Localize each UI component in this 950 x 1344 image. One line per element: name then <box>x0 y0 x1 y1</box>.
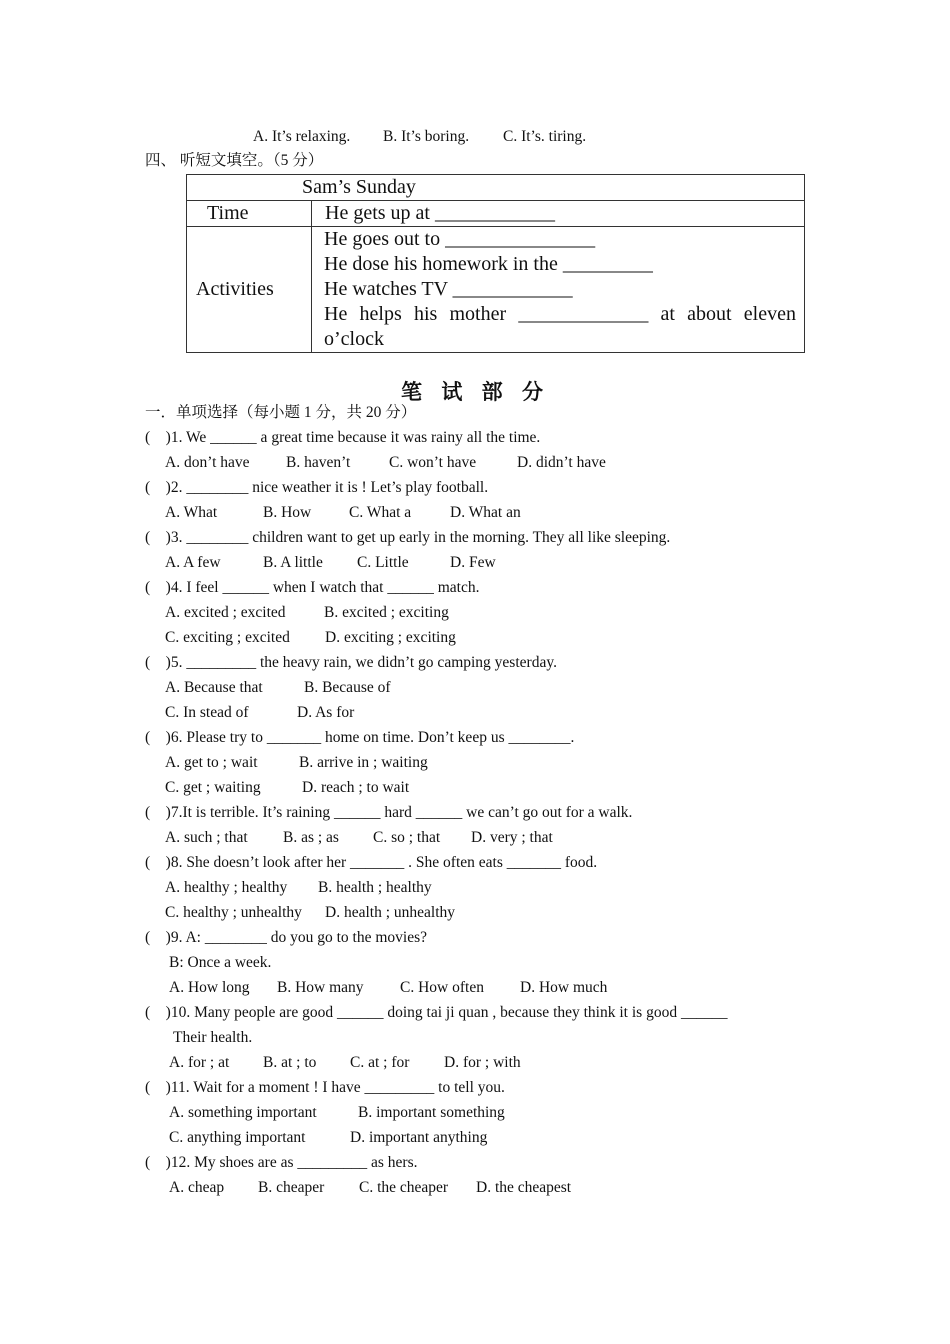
q1-option-d: D. didn’t have <box>517 454 606 471</box>
q1-option-b: B. haven’t <box>286 454 351 471</box>
activity-item: o’clock <box>324 328 384 350</box>
q10-option-c: C. at ; for <box>350 1054 410 1071</box>
q9-option-c: C. How often <box>400 979 484 996</box>
question-2: ( )2. ________ nice weather it is ! Let’s play football. <box>145 479 489 496</box>
activity-item: He helps his mother _____________ at about eleven <box>324 303 796 325</box>
q6-option-a: A. get to ; wait <box>165 754 258 771</box>
q11-option-d: D. important anything <box>350 1129 488 1146</box>
q5-option-c: C. In stead of <box>165 704 249 721</box>
option-a: A. It’s relaxing. <box>253 128 351 145</box>
q7-option-a: A. such ; that <box>165 829 248 846</box>
part1-heading: 一．单项选择（每小题 1 分，共 20 分） <box>145 404 417 421</box>
activity-item: He goes out to _______________ <box>324 228 596 250</box>
q9-option-b: B. How many <box>277 979 364 996</box>
question-10-line2: Their health. <box>173 1029 253 1046</box>
question-5: ( )5. _________ the heavy rain, we didn’t go camping yesterday. <box>145 654 557 671</box>
q9-option-a: A. How long <box>169 979 250 996</box>
q4-option-a: A. excited ; excited <box>165 604 286 621</box>
q2-option-a: A. What <box>165 504 218 521</box>
q10-option-a: A. for ; at <box>169 1054 230 1071</box>
q8-option-b: B. health ; healthy <box>318 879 432 896</box>
q6-option-b: B. arrive in ; waiting <box>299 754 428 771</box>
option-b: B. It’s boring. <box>383 128 470 145</box>
q7-option-d: D. very ; that <box>471 829 553 846</box>
q10-option-d: D. for ; with <box>444 1054 521 1071</box>
question-3: ( )3. ________ children want to get up early in the morning. They all like sleeping. <box>145 529 671 546</box>
q6-option-d: D. reach ; to wait <box>302 779 410 796</box>
q12-option-c: C. the cheaper <box>359 1179 449 1196</box>
activities-label: Activities <box>187 227 312 353</box>
q7-option-c: C. so ; that <box>373 829 441 846</box>
time-label: Time <box>187 201 312 227</box>
q11-option-c: C. anything important <box>169 1129 306 1146</box>
q5-option-b: B. Because of <box>304 679 391 696</box>
q12-option-d: D. the cheapest <box>476 1179 572 1196</box>
q8-option-a: A. healthy ; healthy <box>165 879 288 896</box>
q3-option-b: B. A little <box>263 554 323 571</box>
part4-heading: 四、 听短文填空。（5 分） <box>145 152 324 169</box>
q1-option-c: C. won’t have <box>389 454 477 471</box>
question-9-line2: B: Once a week. <box>169 954 272 971</box>
question-10: ( )10. Many people are good ______ doing tai ji quan , because they think it is good ______ <box>145 1004 728 1021</box>
q3-option-d: D. Few <box>450 554 496 571</box>
q6-option-c: C. get ; waiting <box>165 779 261 796</box>
q4-option-b: B. excited ; exciting <box>324 604 449 621</box>
question-4: ( )4. I feel ______ when I watch that ______ match. <box>145 579 480 596</box>
question-7: ( )7.It is terrible. It’s raining ______ hard ______ we can’t go out for a walk. <box>145 804 633 821</box>
q11-option-b: B. important something <box>358 1104 505 1121</box>
activity-item: He watches TV ____________ <box>324 278 573 300</box>
activity-item: He dose his homework in the _________ <box>324 253 653 275</box>
question-6: ( )6. Please try to _______ home on time. Don’t keep us ________. <box>145 729 575 746</box>
q4-option-c: C. exciting ; excited <box>165 629 290 646</box>
q3-option-a: A. A few <box>165 554 221 571</box>
table-title: Sam’s Sunday <box>187 175 805 201</box>
question-11: ( )11. Wait for a moment ! I have _________ to tell you. <box>145 1079 505 1096</box>
q7-option-b: B. as ; as <box>283 829 339 846</box>
written-section-title: 笔 试 部 分 <box>401 380 549 404</box>
question-8: ( )8. She doesn’t look after her _______ . She often eats _______ food. <box>145 854 598 871</box>
q1-option-a: A. don’t have <box>165 454 250 471</box>
q10-option-b: B. at ; to <box>263 1054 317 1071</box>
q8-option-d: D. health ; unhealthy <box>325 904 455 921</box>
q2-option-b: B. How <box>263 504 312 521</box>
q5-option-d: D. As for <box>297 704 355 721</box>
q2-option-d: D. What an <box>450 504 521 521</box>
question-9: ( )9. A: ________ do you go to the movies? <box>145 929 427 946</box>
q12-option-b: B. cheaper <box>258 1179 325 1196</box>
option-c: C. It’s. tiring. <box>503 128 587 145</box>
question-1: ( )1. We ______ a great time because it was rainy all the time. <box>145 429 541 446</box>
activities-list <box>312 227 805 353</box>
q9-option-d: D. How much <box>520 979 608 996</box>
q8-option-c: C. healthy ; unhealthy <box>165 904 302 921</box>
question-12: ( )12. My shoes are as _________ as hers. <box>145 1154 418 1171</box>
q4-option-d: D. exciting ; exciting <box>325 629 456 646</box>
q3-option-c: C. Little <box>357 554 409 571</box>
q11-option-a: A. something important <box>169 1104 317 1121</box>
q12-option-a: A. cheap <box>169 1179 225 1196</box>
q2-option-c: C. What a <box>349 504 412 521</box>
q5-option-a: A. Because that <box>165 679 263 696</box>
time-value: He gets up at ____________ <box>312 201 805 227</box>
sams-sunday-table <box>186 174 805 353</box>
